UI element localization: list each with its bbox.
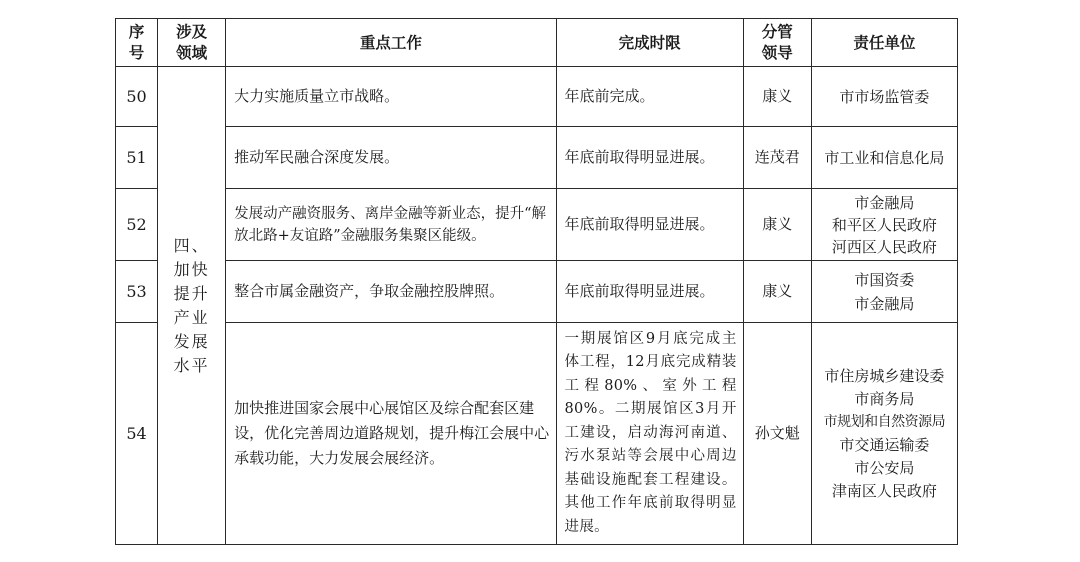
row-leader: 康义 (743, 189, 811, 261)
row-deadline: 年底前取得明显进展。 (556, 127, 743, 189)
row-work: 加快推进国家会展中心展馆区及综合配套区建设，优化完善周边道路规划，提升梅江会展中心承载功能，大力发展会展经济。 (226, 323, 556, 545)
row-leader: 康义 (743, 67, 811, 127)
table-row (116, 67, 958, 127)
unit-item: 市住房城乡建设委 (824, 366, 945, 385)
unit-item: 市交通运输委 (839, 435, 930, 454)
row-deadline: 年底前取得明显进展。 (556, 189, 743, 261)
row-units (811, 189, 957, 261)
row-deadline: 年底前完成。 (556, 67, 743, 127)
unit-item: 市规划和自然资源局 (823, 413, 946, 430)
unit-item: 市商务局 (854, 389, 915, 408)
unit-item: 和平区人民政府 (831, 215, 937, 234)
task-table-sheet (115, 18, 958, 545)
row-units (811, 127, 957, 189)
header-deadline: 完成时限 (556, 19, 743, 67)
table-row (116, 189, 958, 261)
row-work: 推动军民融合深度发展。 (226, 127, 556, 189)
unit-item: 市公安局 (854, 458, 915, 477)
table-row (116, 127, 958, 189)
row-seq: 50 (116, 67, 158, 127)
row-leader: 连茂君 (743, 127, 811, 189)
row-units (811, 67, 957, 127)
table-row (116, 323, 958, 545)
row-seq: 53 (116, 261, 158, 323)
unit-item: 河西区人民政府 (831, 237, 937, 256)
header-leader: 分管领导 (743, 19, 811, 67)
unit-item: 津南区人民政府 (831, 481, 937, 500)
row-deadline: 年底前取得明显进展。 (556, 261, 743, 323)
row-work: 发展动产融资服务、离岸金融等新业态，提升“解放北路+友谊路”金融服务集聚区能级。 (226, 189, 556, 261)
unit-item: 市国资委 (854, 270, 915, 289)
row-leader: 孙文魁 (743, 323, 811, 545)
row-seq: 51 (116, 127, 158, 189)
key-work-table (115, 18, 958, 545)
unit-item: 市市场监管委 (839, 87, 930, 106)
header-area: 涉及领域 (158, 19, 226, 67)
row-units (811, 261, 957, 323)
row-deadline: 一期展馆区9月底完成主体工程，12月底完成精装工程80%、室外工程80%。二期展馆区3月开工建设，启动海河南道、污水泵站等会展中心周边基础设施配套工程建设。其他工作年底前取得明显进展。 (556, 323, 743, 545)
unit-item: 市金融局 (854, 193, 915, 212)
row-seq: 52 (116, 189, 158, 261)
row-work: 大力实施质量立市战略。 (226, 67, 556, 127)
row-work: 整合市属金融资产，争取金融控股牌照。 (226, 261, 556, 323)
row-seq: 54 (116, 323, 158, 545)
table-header-row (116, 19, 958, 67)
row-leader: 康义 (743, 261, 811, 323)
area-cell: 四、加快提升产业发展水平 (158, 67, 226, 545)
header-seq: 序号 (116, 19, 158, 67)
unit-item: 市金融局 (854, 294, 915, 313)
header-unit: 责任单位 (811, 19, 957, 67)
row-units (811, 323, 957, 545)
unit-item: 市工业和信息化局 (824, 148, 945, 167)
header-work: 重点工作 (226, 19, 556, 67)
table-row (116, 261, 958, 323)
